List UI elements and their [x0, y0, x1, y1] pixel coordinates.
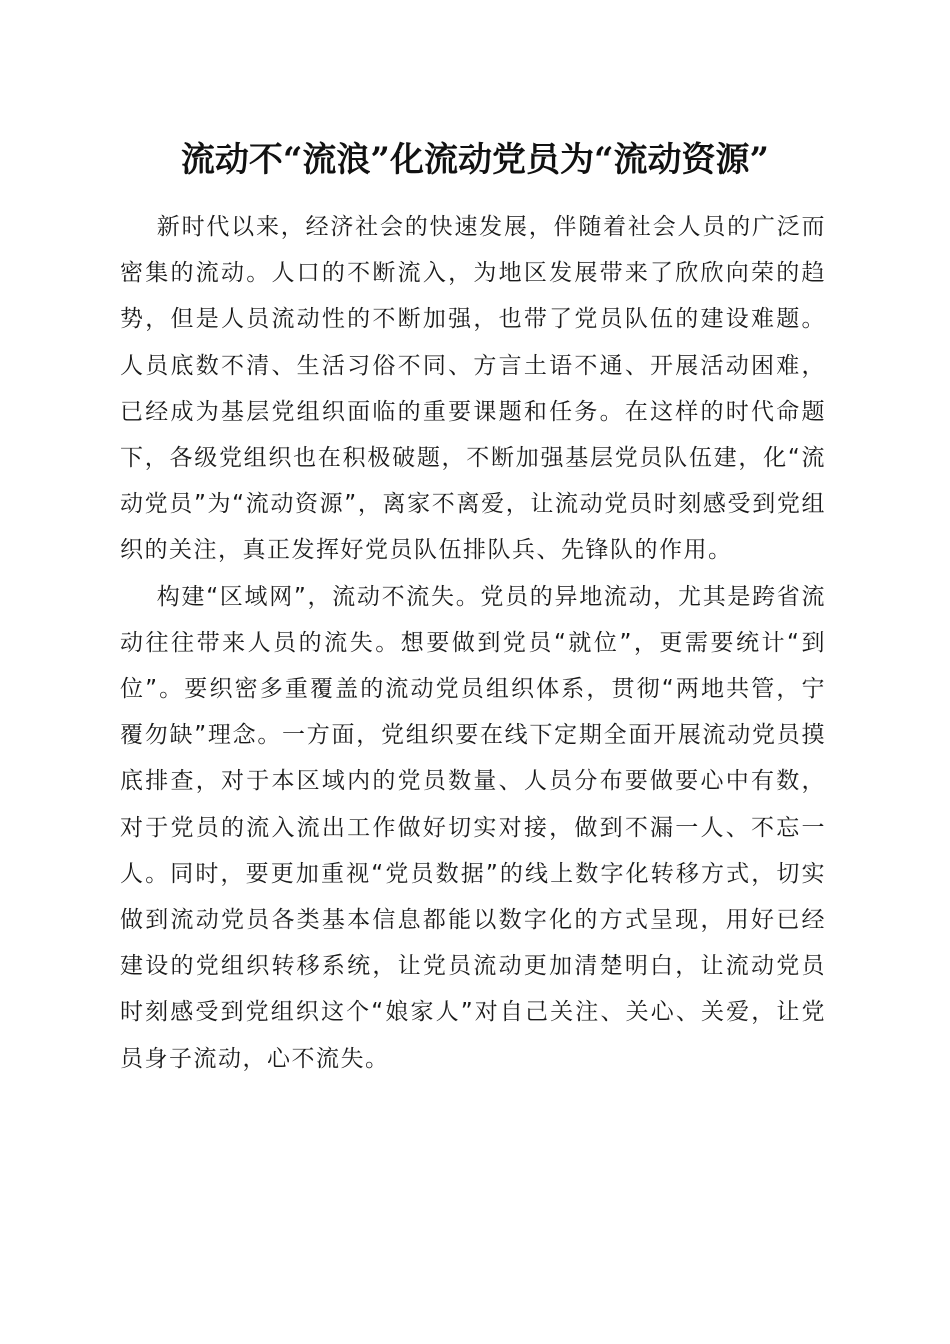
- paragraph-1: 新时代以来，经济社会的快速发展，伴随着社会人员的广泛而密集的流动。人口的不断流入，为地区发展带来了欣欣向荣的趋势，但是人员流动性的不断加强，也带了党员队伍的建设难题。人员底数不清、生活习俗不同、方言土语不通、开展活动困难，已经成为基层党组织面临的重要课题和任务。在这样的时代命题下，各级党组织也在积极破题，不断加强基层党员队伍建，化“流动党员”为“流动资源”，离家不离爱，让流动党员时刻感受到党组织的关注，真正发挥好党员队伍排队兵、先锋队的作用。: [120, 214, 826, 564]
- paragraph-2: 构建“区域网”，流动不流失。党员的异地流动，尤其是跨省流动往往带来人员的流失。想要做到党员“就位”，更需要统计“到位”。要织密多重覆盖的流动党员组织体系，贯彻“两地共管，宁覆勿缺”理念。一方面，党组织要在线下定期全面开展流动党员摸底排查，对于本区域内的党员数量、人员分布要做要心中有数，对于党员的流入流出工作做好切实对接，做到不漏一人、不忘一人。同时，要更加重视“党员数据”的线上数字化转移方式，切实做到流动党员各类基本信息都能以数字化的方式呈现，用好已经建设的党组织转移系统，让党员流动更加清楚明白，让流动党员时刻感受到党组织这个“娘家人”对自己关注、关心、关爱，让党员身子流动，心不流失。: [120, 583, 826, 1072]
- page-title: 流动不“流浪”化流动党员为“流动资源”: [180, 140, 770, 180]
- document-body: [120, 204, 826, 1082]
